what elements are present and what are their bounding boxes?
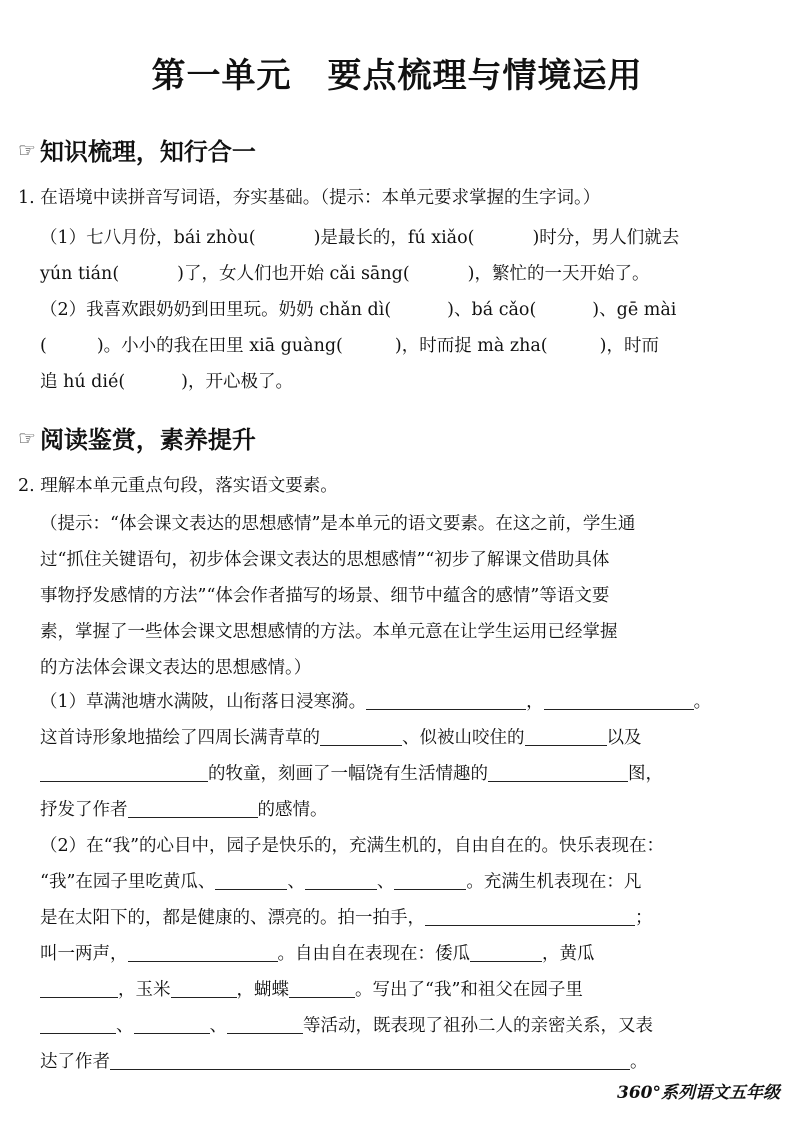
q2-p1-line: （1）草满池塘水满陂，山衔落日浸寒漪。 ， 。 [40,692,712,712]
q2-p2-line: （2）在“我”的心目中，园子是快乐的，充满生机的，自由自在的。快乐表现在： [40,836,665,856]
section-label: 阅读鉴赏，素养提升 [39,425,256,454]
q2-hint-line: 素，掌握了一些体会课文思想感情的方法。本单元意在让学生运用已经掌握 [40,622,618,642]
section-heading-knowledge [18,132,256,167]
answer-blank[interactable] [227,1015,303,1034]
answer-blank[interactable] [134,1015,210,1034]
answer-blank[interactable] [171,979,237,998]
section-heading-reading [18,420,256,455]
q2-p2-line: 叫一两声， 。自由自在表现在：倭瓜 ，黄瓜 [40,944,595,964]
q1-line: （2）我喜欢跟奶奶到田里玩。奶奶 chǎn dì( )、bá cǎo( )、gē mài [40,300,677,320]
q1-line: 追 hú dié( )，开心极了。 [40,372,293,392]
title-topic: 要点梳理与情境运用 [327,56,643,96]
answer-blank[interactable] [40,763,208,782]
answer-blank[interactable] [394,871,466,890]
pointing-hand-icon: ☞ [18,137,36,162]
answer-blank[interactable] [40,979,118,998]
title-unit: 第一单元 [151,56,292,96]
answer-blank[interactable] [425,907,635,926]
q2-hint-line: （提示：“体会课文表达的思想感情”是本单元的语文要素。在这之前，学生通 [40,514,636,534]
q2-p2-line: 是在太阳下的，都是健康的、漂亮的。拍一拍手， ； [40,908,653,928]
answer-blank[interactable] [488,763,628,782]
series-footer: 360°系列语文五年级 [617,1083,780,1103]
q2-p1-line: 这首诗形象地描绘了四周长满青草的 、似被山咬住的 以及 [40,728,642,748]
answer-blank[interactable] [525,727,607,746]
answer-blank[interactable] [289,979,355,998]
q1-line: yún tián( )了，女人们也开始 cǎi sāng( )，繁忙的一天开始了。 [40,264,650,284]
answer-blank[interactable] [544,691,694,710]
answer-blank[interactable] [470,943,542,962]
answer-blank[interactable] [305,871,377,890]
answer-blank[interactable] [40,1015,116,1034]
answer-blank[interactable] [128,799,258,818]
q2-p1-line: 抒发了作者 的感情。 [40,800,328,820]
q2-p2-line: 达了作者 。 [40,1052,648,1072]
answer-blank[interactable] [128,943,278,962]
pointing-hand-icon: ☞ [18,425,36,450]
answer-blank[interactable] [366,691,526,710]
page-title [0,48,794,97]
q2-hint-line: 过“抓住关键语句，初步体会课文表达的思想感情”“初步了解课文借助具体 [40,550,610,570]
q2-hint-line: 事物抒发感情的方法”“体会作者描写的场景、细节中蕴含的感情”等语文要 [40,586,610,606]
answer-blank[interactable] [215,871,287,890]
q1-line: （1）七八月份，bái zhòu( )是最长的，fú xiǎo( )时分，男人们就去 [40,228,680,248]
q1-stem: 1. 在语境中读拼音写词语，夯实基础。（提示：本单元要求掌握的生字词。） [18,188,601,208]
answer-blank[interactable] [320,727,402,746]
section-label: 知识梳理，知行合一 [39,137,256,166]
q1-line: ( )。小小的我在田里 xiā guàng( )，时而捉 mà zha( )，时而 [40,336,659,356]
q2-stem: 2. 理解本单元重点句段，落实语文要素。 [18,476,338,496]
q2-p1-line: 的牧童，刻画了一幅饶有生活情趣的 图， [40,762,768,786]
q2-p2-line: 、 、 等活动，既表现了祖孙二人的亲密关系，又表 [40,1014,768,1038]
q2-hint-line: 的方法体会课文表达的思想感情。） [40,658,312,678]
answer-blank[interactable] [110,1051,630,1070]
q2-p2-line: ，玉米 ，蝴蝶 。写出了“我”和祖父在园子里 [40,978,768,1002]
q2-p2-line: “我”在园子里吃黄瓜、 、 、 。充满生机表现在：凡 [40,872,642,892]
